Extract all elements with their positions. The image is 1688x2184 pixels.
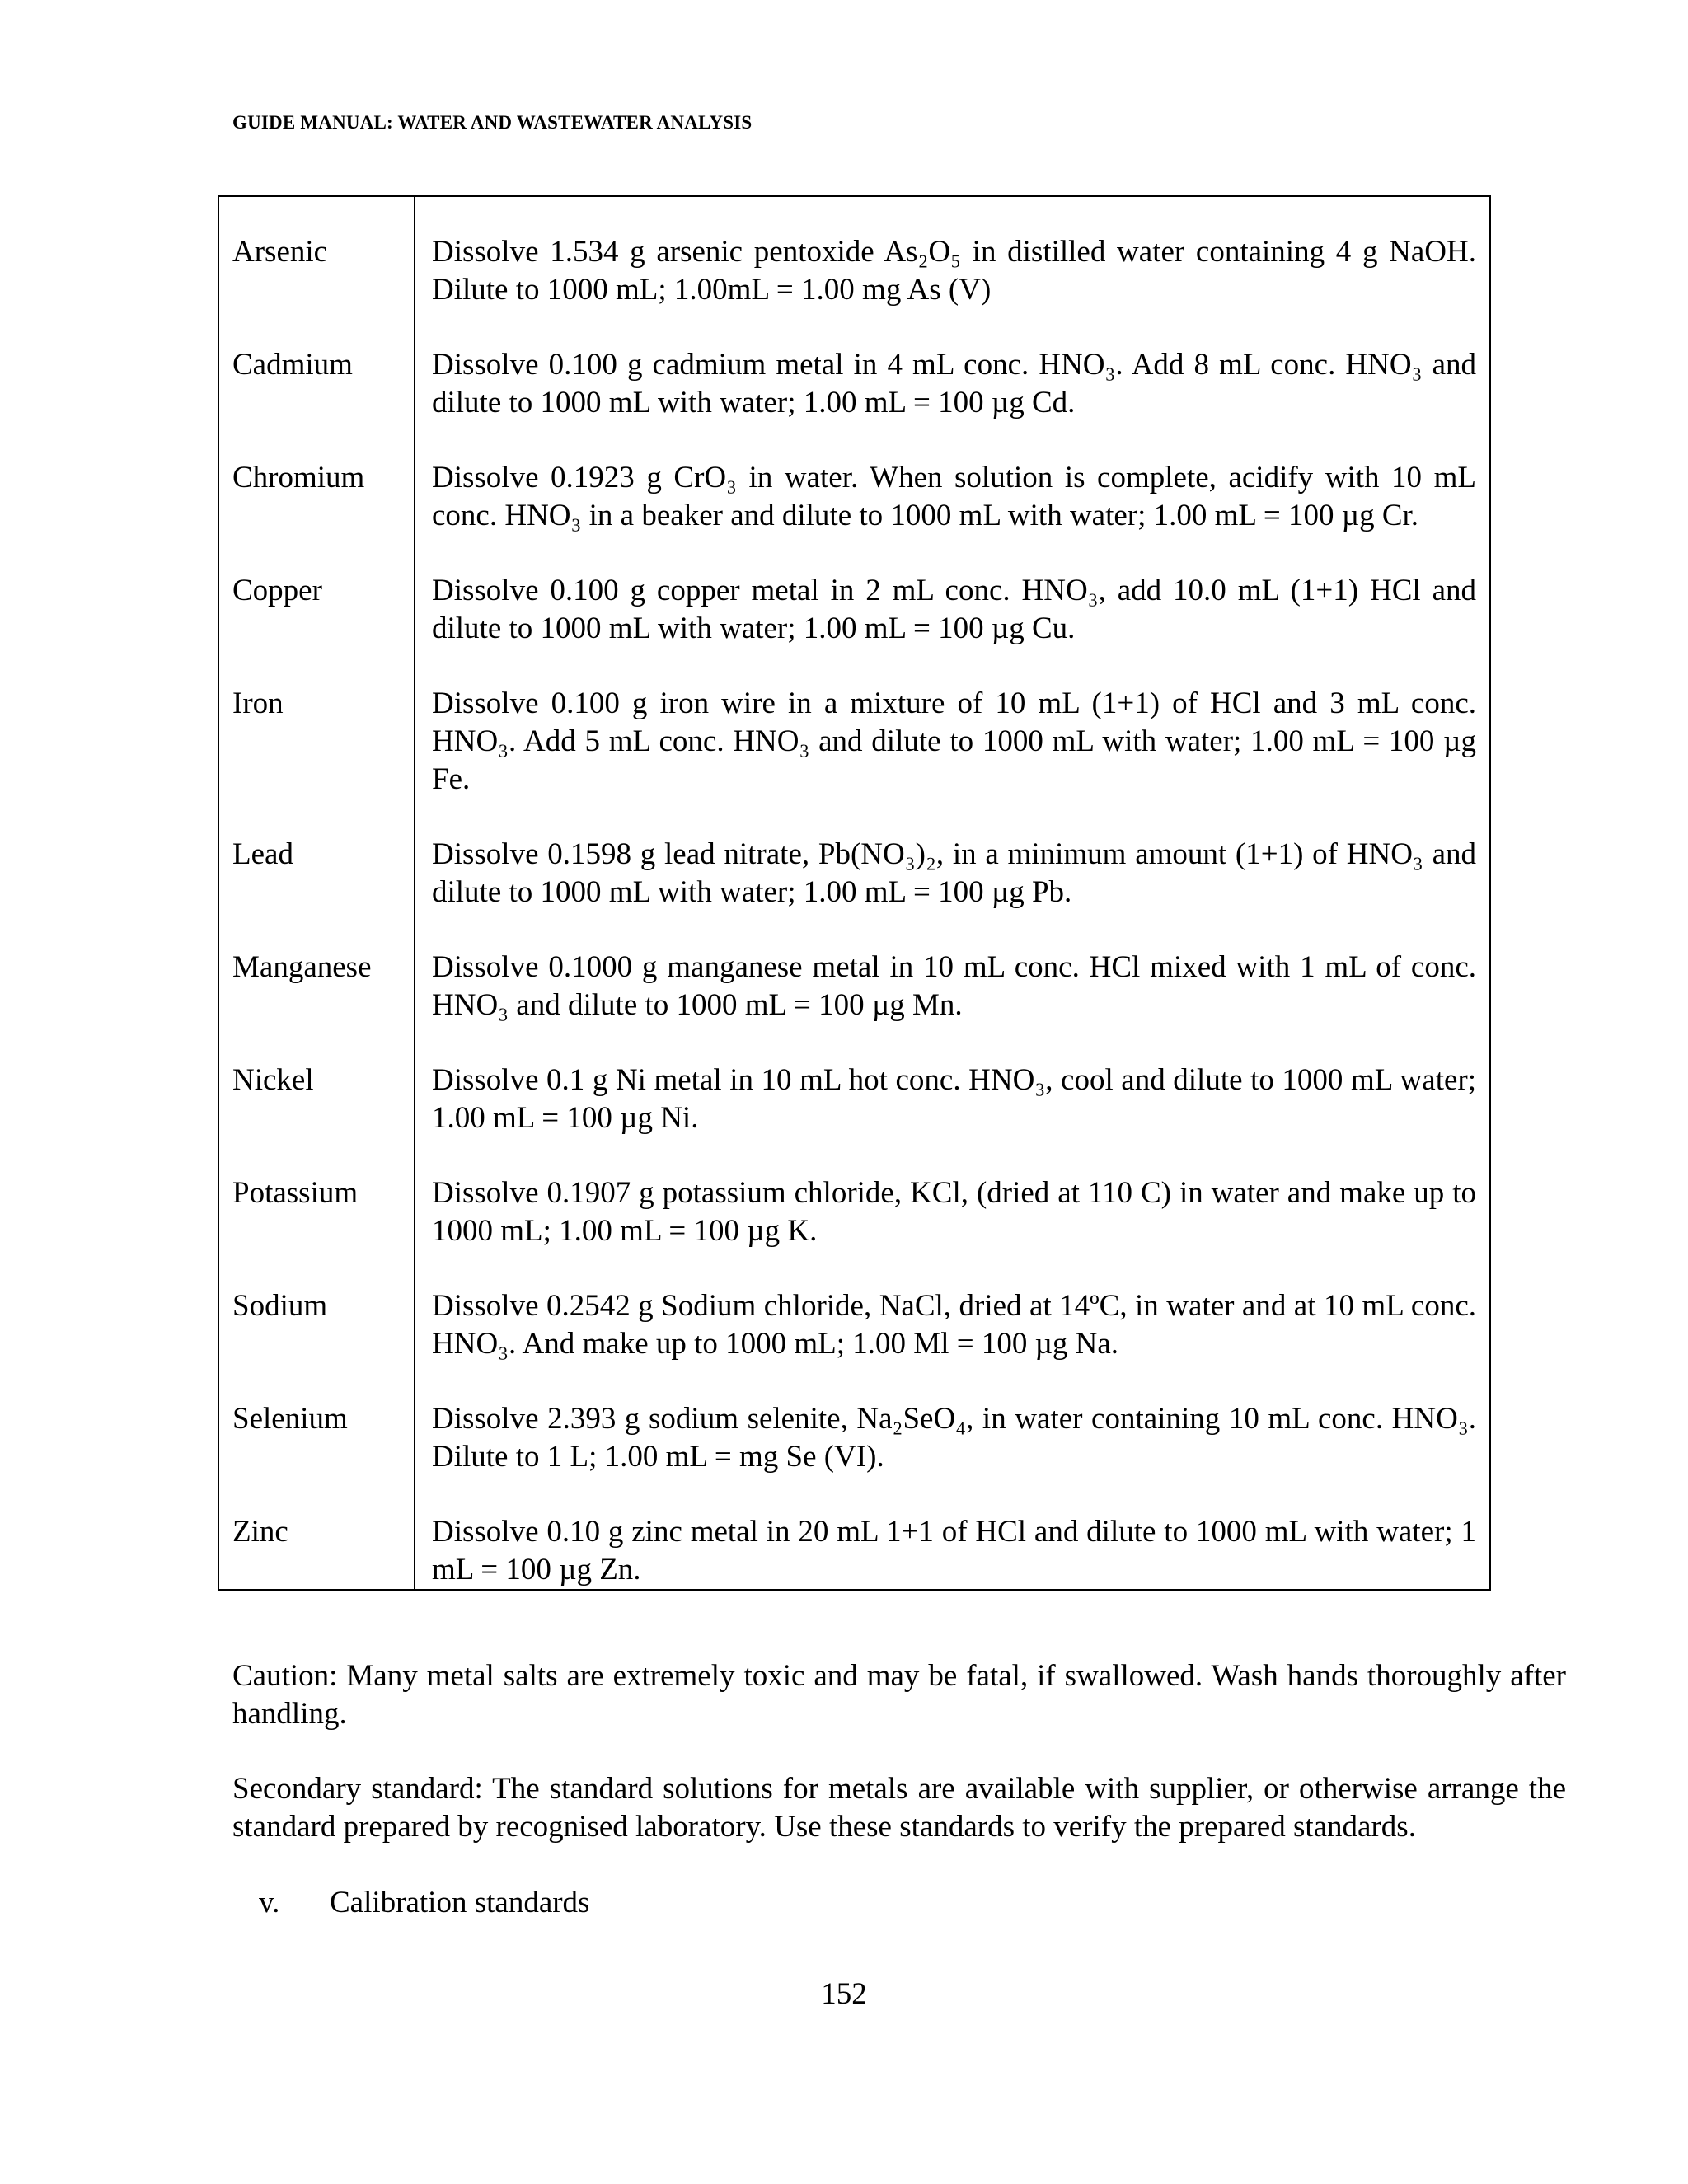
preparation-procedure: Dissolve 0.100 g iron wire in a mixture of 10 mL (1+1) of HCl and 3 mL conc. HNO₃. Add 5 mL conc. HNO₃ and dilute to 1000 mL with water; 1.00 mL = 100 µg Fe.	[415, 685, 1490, 836]
table-row	[218, 1287, 1490, 1400]
metal-name: Selenium	[218, 1400, 415, 1513]
metal-name: Sodium	[218, 1287, 415, 1400]
page-number: 152	[821, 1977, 867, 2011]
metal-name: Copper	[218, 572, 415, 685]
metal-name: Zinc	[218, 1513, 415, 1590]
metal-name: Chromium	[218, 459, 415, 572]
metal-name: Potassium	[218, 1174, 415, 1287]
list-item-number: v.	[259, 1886, 280, 1919]
table-row	[218, 949, 1490, 1062]
table-row	[218, 1400, 1490, 1513]
caution-paragraph: Caution: Many metal salts are extremely toxic and may be fatal, if swallowed. Wash hands thoroughly after handling.	[232, 1659, 1566, 1731]
metal-standards-table	[218, 195, 1491, 1591]
metal-name: Iron	[218, 685, 415, 836]
preparation-procedure: Dissolve 1.534 g arsenic pentoxide As₂O₅ in distilled water containing 4 g NaOH. Dilute to 1000 mL; 1.00mL = 1.00 mg As (V)	[415, 196, 1490, 346]
metal-name: Manganese	[218, 949, 415, 1062]
table-row	[218, 1513, 1490, 1590]
preparation-procedure: Dissolve 0.100 g cadmium metal in 4 mL conc. HNO₃. Add 8 mL conc. HNO₃ and dilute to 1000 mL with water; 1.00 mL = 100 µg Cd.	[415, 346, 1490, 459]
preparation-procedure: Dissolve 2.393 g sodium selenite, Na₂SeO₄, in water containing 10 mL conc. HNO₃. Dilute to 1 L; 1.00 mL = mg Se (VI).	[415, 1400, 1490, 1513]
list-item-text: Calibration standards	[330, 1886, 590, 1919]
table-row	[218, 685, 1490, 836]
secondary-standard-paragraph: Secondary standard: The standard solutions for metals are available with supplier, or otherwise arrange the standard prepared by recognised laboratory. Use these standards to verify the prepared standards.	[232, 1772, 1566, 1844]
preparation-procedure: Dissolve 0.1 g Ni metal in 10 mL hot conc. HNO₃, cool and dilute to 1000 mL water; 1.00 mL = 100 µg Ni.	[415, 1062, 1490, 1174]
metal-name: Lead	[218, 836, 415, 949]
table-row	[218, 1174, 1490, 1287]
table-row	[218, 1062, 1490, 1174]
preparation-procedure: Dissolve 0.1907 g potassium chloride, KCl, (dried at 110 C) in water and make up to 1000 mL; 1.00 mL = 100 µg K.	[415, 1174, 1490, 1287]
preparation-procedure: Dissolve 0.2542 g Sodium chloride, NaCl, dried at 14ºC, in water and at 10 mL conc. HNO₃. And make up to 1000 mL; 1.00 Ml = 100 µg Na.	[415, 1287, 1490, 1400]
running-header: GUIDE MANUAL: WATER AND WASTEWATER ANALYSIS	[232, 112, 753, 133]
preparation-procedure: Dissolve 0.10 g zinc metal in 20 mL 1+1 of HCl and dilute to 1000 mL with water; 1 mL = 100 µg Zn.	[415, 1513, 1490, 1590]
preparation-procedure: Dissolve 0.1923 g CrO₃ in water. When solution is complete, acidify with 10 mL conc. HNO₃ in a beaker and dilute to 1000 mL with water; 1.00 mL = 100 µg Cr.	[415, 459, 1490, 572]
metal-name: Arsenic	[218, 196, 415, 346]
table-row	[218, 459, 1490, 572]
table-row	[218, 836, 1490, 949]
table-row	[218, 572, 1490, 685]
preparation-procedure: Dissolve 0.100 g copper metal in 2 mL conc. HNO₃, add 10.0 mL (1+1) HCl and dilute to 1000 mL with water; 1.00 mL = 100 µg Cu.	[415, 572, 1490, 685]
preparation-procedure: Dissolve 0.1000 g manganese metal in 10 mL conc. HCl mixed with 1 mL of conc. HNO₃ and dilute to 1000 mL = 100 µg Mn.	[415, 949, 1490, 1062]
preparation-procedure: Dissolve 0.1598 g lead nitrate, Pb(NO₃)₂, in a minimum amount (1+1) of HNO₃ and dilute to 1000 mL with water; 1.00 mL = 100 µg Pb.	[415, 836, 1490, 949]
table-row	[218, 196, 1490, 346]
table-row	[218, 346, 1490, 459]
list-item	[259, 1884, 589, 1922]
metal-name: Nickel	[218, 1062, 415, 1174]
metal-name: Cadmium	[218, 346, 415, 459]
